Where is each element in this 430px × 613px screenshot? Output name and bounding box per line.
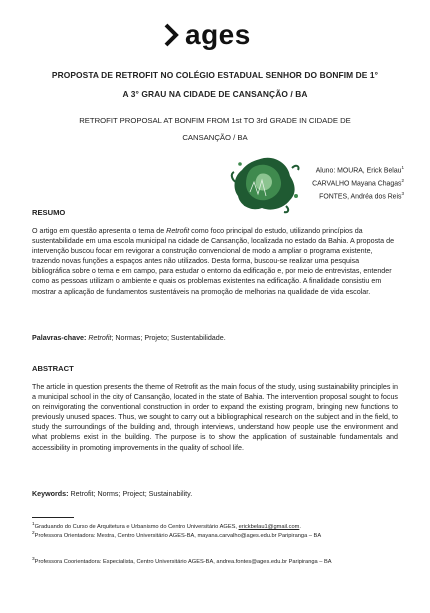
chevron-logo-icon [163, 22, 181, 48]
logo-text: ages [185, 19, 251, 50]
author-list [312, 163, 404, 202]
green-ink-illustration [226, 152, 302, 214]
footnote-2: $^2$Professora Orientadora: Mestra, Centro Universitário AGES-BA, mayana.carvalho@ages.edu.br Paripiranga – BA [32, 531, 322, 539]
subtitle-line-1: RETROFIT PROPOSAL AT BONFIM FROM 1st TO 3rd GRADE IN CIDADE DE [79, 116, 351, 125]
title-line-1: PROPOSTA DE RETROFIT NO COLÉGIO ESTADUAL SENHOR DO BONFIM DE 1° [51, 70, 379, 80]
abstract-keywords: Keywords: Retrofit; Norms; Project; Sustainability. [32, 490, 193, 498]
paper-title [28, 66, 402, 104]
paper-subtitle [40, 112, 390, 146]
author-2: CARVALHO Mayana Chagas$^2$ [312, 177, 404, 188]
abstract-text: The article in question presents the theme of Retrofit as the main focus of the study, using sustainability principles in a municipal school in the city of Cansanção, located in the state of Bahia. The intervention proposal sought to focus on reinvigorating the conventional construction in order to expand the existing program, bringing new functions to previously unused spaces. Thus, we sought to carry out a bibliographical research on the subject and in the field, to study the surroundings of the building and, through interviews, understand how people use the environment and what problems exist in the building. The purpose is to show the application of sustainable fundamentals and accessibility in promoting improvements in the quality of school life. [32, 383, 398, 452]
author-1: Aluno: MOURA, Erick Belau$^1$ [315, 165, 404, 175]
footnote-email-link[interactable]: erickbelau1@gmail.com [238, 523, 300, 530]
footnote-separator [32, 517, 74, 518]
author-3: FONTES, Andréa dos Reis$^3$ [319, 190, 404, 201]
resumo-keywords: Palavras-chave: Retrofit; Normas; Projeto; Sustentabilidade. [32, 334, 226, 342]
ages-logo [163, 18, 251, 52]
resumo-heading: RESUMO [32, 208, 66, 217]
footnote-1: $^1$Graduando do Curso de Arquitetura e Urbanismo do Centro Universitário AGES, erickbelau1@gmail.com. [32, 522, 301, 530]
subtitle-line-2: CANSANÇÃO / BA [182, 133, 248, 142]
abstract-heading: ABSTRACT [32, 364, 74, 373]
footnote-3: $^3$Professora Coorientadora: Especialista, Centro Universitário AGES-BA, andrea.fontes@ages.edu.br Paripiranga – BA [32, 557, 332, 565]
title-line-2: A 3° GRAU NA CIDADE DE CANSANÇÃO / BA [122, 89, 308, 99]
resumo-text: O artigo em questão apresenta o tema de Retrofit como foco principal do estudo, utilizando princípios da sustentabilidade em uma escola municipal na cidade de Cansanção, localizada no estado da Bahia. A proposta de intervenção buscou focar em revigorar a construção convencional de modo a ampliar o programa existente, trazendo novas funções a espaços antes não utilizados. Desta forma, buscou-se realizar uma pesquisa bibliográfica sobre o tema e em campo, para estudar o entorno da edificação e, por meio de entrevistas, entender como as pessoas utilizam o ambiente e quais os problemas existentes na edificação. A finalidade consistiu em mostrar a aplicação de fundamentos sustentáveis na promoção de melhorias na qualidade de vida escolar. [32, 227, 395, 296]
